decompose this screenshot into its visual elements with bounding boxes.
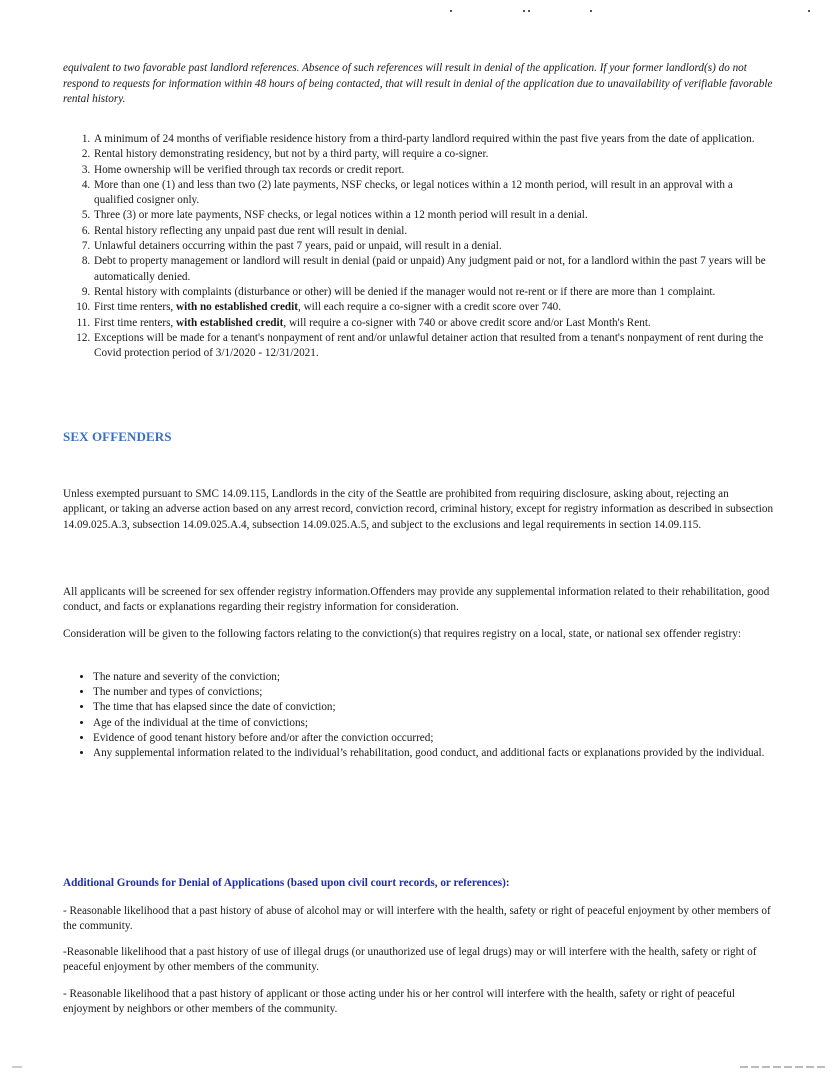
criteria-item: 8. Debt to property management or landlord will result in denial (paid or unpaid) Any judgment paid or not, for a landlord within the past 7 years will be automatically denied. xyxy=(93,254,775,285)
criteria-item: 12. Exceptions will be made for a tenant's nonpayment of rent and/or unlawful detainer action that resulted from a tenant's nonpayment of rent during the Covid protection period of 3/1/2020 - 12/31/2021. xyxy=(93,331,775,362)
scan-artifact-mark xyxy=(12,1066,22,1068)
criteria-item: 5. Three (3) or more late payments, NSF checks, or legal notices within a 12 month period will result in a denial. xyxy=(93,208,775,223)
intro-paragraph: equivalent to two favorable past landlord references. Absence of such references will result in denial of the application. If your former landlord(s) do not respond to requests for information within 48 hours of being contacted, that will result in denial of the application due to unavailability of verifiable favorable rental history. xyxy=(63,62,773,106)
factor-item: • The time that has elapsed since the date of conviction; xyxy=(93,700,775,715)
criteria-item: 11. First time renters, with established credit, will require a co-signer with 740 or above credit score and/or Last Month's Rent. xyxy=(93,316,775,331)
additional-grounds-heading: Additional Grounds for Denial of Applications (based upon civil court records, or references): xyxy=(63,877,510,889)
registry-screening-paragraph: All applicants will be screened for sex offender registry information.Offenders may provide any supplemental information related to their rehabilitation, good conduct, and facts or explanations regarding their registry information for consideration. xyxy=(63,586,770,614)
criteria-item: 4. More than one (1) and less than two (2) late payments, NSF checks, or legal notices within a 12 month period, will result in an approval with a qualified cosigner only. xyxy=(93,178,775,209)
screening-criteria-list xyxy=(63,132,775,361)
ground-item-conduct: - Reasonable likelihood that a past history of applicant or those acting under his or her control will interfere with the health, safety or right of peaceful enjoyment by neighbors or other members of the community. xyxy=(63,988,735,1016)
factor-item: • The number and types of convictions; xyxy=(93,685,775,700)
ground-item-alcohol: - Reasonable likelihood that a past history of abuse of alcohol may or will interfere with the health, safety or right of peaceful enjoyment by other members of the community. xyxy=(63,905,771,933)
factor-item: • Evidence of good tenant history before and/or after the conviction occurred; xyxy=(93,731,775,746)
scan-artifact-mark xyxy=(740,1066,825,1068)
criteria-item: 10. First time renters, with no established credit, will each require a co-signer with a credit score over 740. xyxy=(93,300,775,315)
criteria-item: 2. Rental history demonstrating residency, but not by a third party, will require a co-signer. xyxy=(93,147,775,162)
consideration-factors-list xyxy=(63,670,775,761)
emphasis-text: with no established credit xyxy=(176,301,298,314)
seattle-ordinance-paragraph: Unless exempted pursuant to SMC 14.09.115, Landlords in the city of the Seattle are prohibited from requiring disclosure, asking about, rejecting an applicant, or taking an adverse action based on any arrest record, conviction record, criminal history, except for registry information as described in subsection 14.09.025.A.3, subsection 14.09.025.A.4, subsection 14.09.025.A.5, and subject to the exclusions and legal requirements in section 14.09.115. xyxy=(63,488,774,531)
factor-item: • Age of the individual at the time of convictions; xyxy=(93,716,775,731)
criteria-item: 1. A minimum of 24 months of verifiable residence history from a third-party landlord required within the past five years from the date of application. xyxy=(93,132,775,147)
consideration-paragraph: Consideration will be given to the following factors relating to the conviction(s) that requires registry on a local, state, or national sex offender registry: xyxy=(63,628,742,640)
criteria-item: 9. Rental history with complaints (disturbance or other) will be denied if the manager would not re-rent or if there are more than 1 complaint. xyxy=(93,285,775,300)
factor-item: • The nature and severity of the conviction; xyxy=(93,670,775,685)
criteria-item: 3. Home ownership will be verified through tax records or credit report. xyxy=(93,163,775,178)
criteria-item: 6. Rental history reflecting any unpaid past due rent will result in denial. xyxy=(93,224,775,239)
factor-item: • Any supplemental information related to the individual’s rehabilitation, good conduct, and additional facts or explanations provided by the individual. xyxy=(93,746,775,761)
emphasis-text: with established credit xyxy=(176,316,284,329)
criteria-item: 7. Unlawful detainers occurring within the past 7 years, paid or unpaid, will result in a denial. xyxy=(93,239,775,254)
scan-artifact-marks xyxy=(440,10,820,16)
ground-item-drugs: -Reasonable likelihood that a past history of use of illegal drugs (or unauthorized use of legal drugs) may or will interfere with the health, safety or right of peaceful enjoyment by other members of the community. xyxy=(63,946,757,974)
sex-offenders-heading: SEX OFFENDERS xyxy=(63,429,172,444)
